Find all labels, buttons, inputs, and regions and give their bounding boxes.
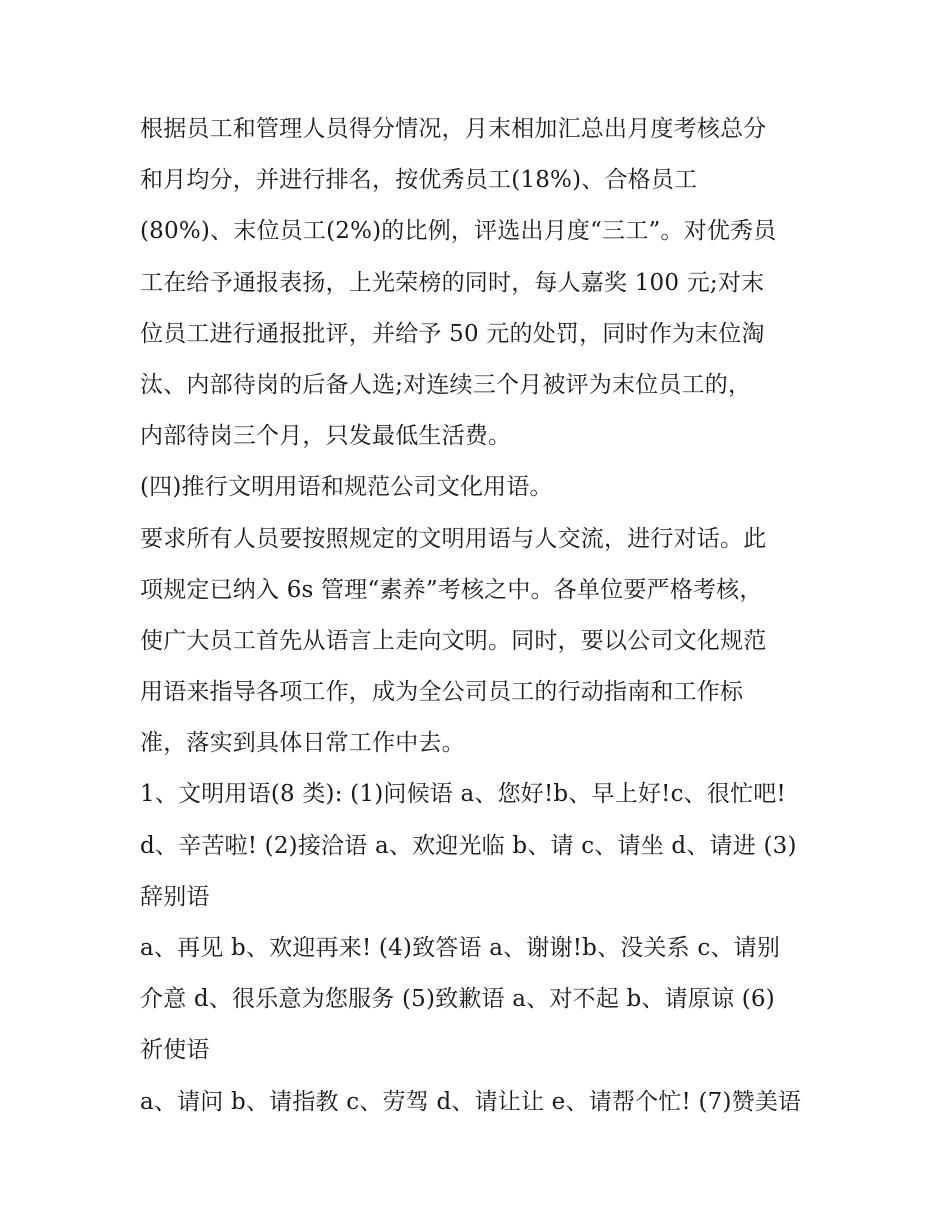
text-line: 介意 d、很乐意为您服务 (5)致歉语 a、对不起 b、请原谅 (6) xyxy=(140,986,775,1013)
text-line: 根据员工和管理人员得分情况，月末相加汇总出月度考核总分 xyxy=(140,116,767,142)
text-line: 辞别语 xyxy=(140,883,210,910)
text-line: a、请问 b、请指教 c、劳驾 d、请让让 e、请帮个忙! (7)赞美语 xyxy=(140,1088,802,1115)
section-heading: (四)推行文明用语和规范公司文化用语。 xyxy=(140,474,553,501)
text-line: (80%)、末位员工(2%)的比例，评选出月度“三工”。对优秀员 xyxy=(140,218,777,245)
text-line: 位员工进行通报批评，并给予 50 元的处罚，同时作为末位淘 xyxy=(140,320,765,347)
text-line: 1、文明用语(8 类): (1)问候语 a、您好!b、早上好!c、很忙吧! xyxy=(140,781,786,808)
body-text xyxy=(140,104,820,1128)
text-line: 要求所有人员要按照规定的文明用语与人交流，进行对话。此 xyxy=(140,525,767,552)
text-line: 项规定已纳入 6s 管理“素养”考核之中。各单位要严格考核， xyxy=(140,576,763,603)
text-line: 使广大员工首先从语言上走向文明。同时，要以公司文化规范 xyxy=(140,627,767,654)
text-line: 内部待岗三个月，只发最低生活费。 xyxy=(140,423,512,450)
text-line: 祈使语 xyxy=(140,1037,210,1064)
text-line: 和月均分，并进行排名，按优秀员工(18%)、合格员工 xyxy=(140,167,698,194)
text-line: a、再见 b、欢迎再来! (4)致答语 a、谢谢!b、没关系 c、请别 xyxy=(140,935,781,961)
text-line: 准，落实到具体日常工作中去。 xyxy=(140,730,465,757)
text-line: d、辛苦啦! (2)接洽语 a、欢迎光临 b、请 c、请坐 d、请进 (3) xyxy=(140,832,797,859)
text-line: 工在给予通报表扬，上光荣榜的同时，每人嘉奖 100 元;对末 xyxy=(140,269,765,296)
text-line: 汰、内部待岗的后备人选;对连续三个月被评为末位员工的， xyxy=(140,371,752,398)
text-line: 用语来指导各项工作，成为全公司员工的行动指南和工作标 xyxy=(140,679,744,706)
